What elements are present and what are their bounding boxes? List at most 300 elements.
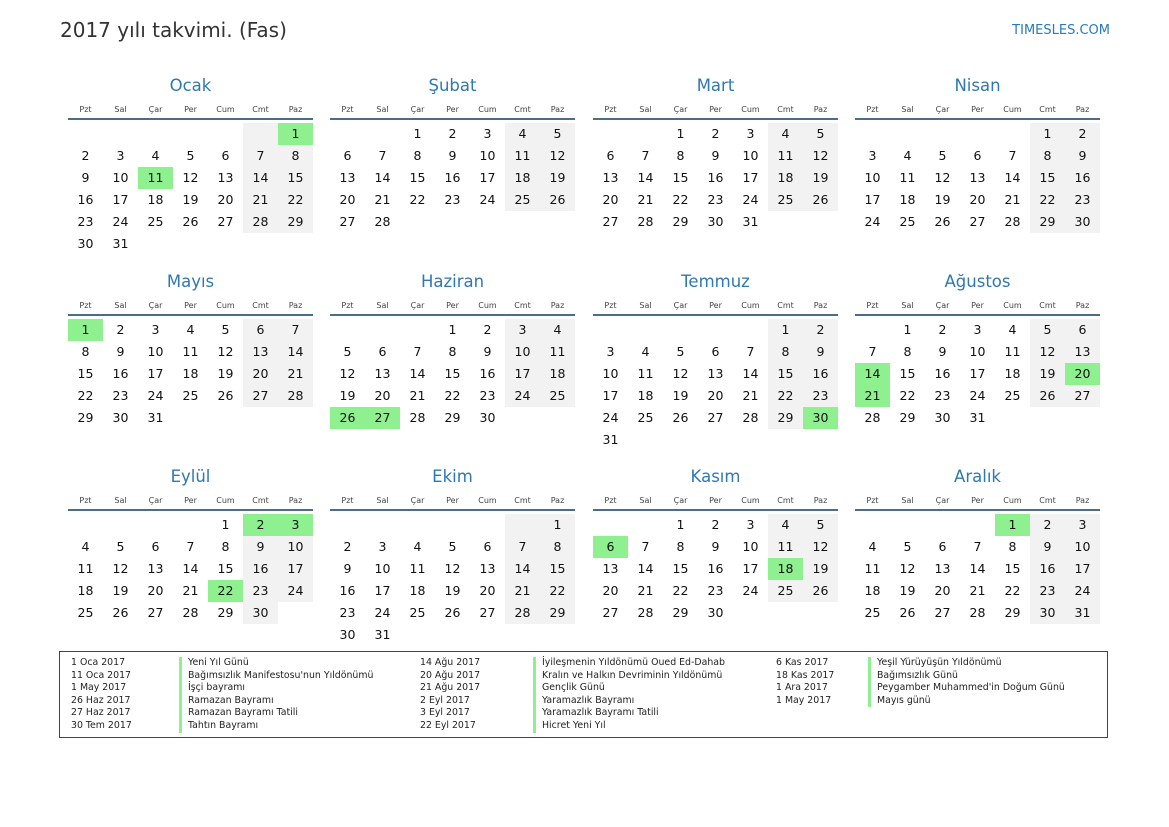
day-cell: 24 [969,388,986,403]
day-cell: 5 [540,123,575,145]
day-cell: 7 [505,536,540,558]
day-cell: 4 [641,344,650,359]
day-cell: 23 [1030,580,1065,602]
day-cell: 20 [243,363,278,385]
weekday-label: Cum [1003,105,1022,114]
day-cell: 8 [1008,539,1017,554]
day-cell: 9 [243,536,278,558]
day-cell: 15 [444,366,461,381]
day-cell: 4 [903,148,912,163]
day-cell: 11 [182,344,199,359]
day-cell: 17 [505,363,540,385]
day-cell: 24 [505,385,540,407]
holiday-day: 1 [68,319,103,341]
day-cell: 23 [934,388,951,403]
day-cell: 28 [182,605,199,620]
day-cell: 22 [1030,189,1065,211]
day-cell: 28 [374,214,391,229]
weekday-label: Pzt [604,105,617,114]
day-cell: 2 [1030,514,1065,536]
day-cell: 16 [444,170,461,185]
day-cell: 7 [278,319,313,341]
day-cell: 20 [479,583,496,598]
day-cell: 31 [112,236,129,251]
day-cell: 23 [479,388,496,403]
weekday-label: Per [184,105,197,114]
day-cell: 13 [217,170,234,185]
weekday-label: Pzt [79,301,92,310]
weekday-label: Çar [673,301,688,310]
day-cell: 17 [1065,558,1100,580]
day-cell: 17 [374,583,391,598]
site-link[interactable]: TIMESLES.COM [1012,23,1110,38]
weekday-label: Çar [673,105,688,114]
day-cell: 8 [540,536,575,558]
day-cell: 5 [116,539,125,554]
weekday-label: Per [446,496,459,505]
day-cell: 31 [1065,602,1100,624]
weekday-header [855,103,1100,117]
day-cell: 2 [483,322,492,337]
day-cell: 29 [1004,605,1021,620]
day-cell: 12 [112,561,129,576]
day-cell: 15 [217,561,234,576]
day-cell: 7 [243,145,278,167]
day-cell: 12 [217,344,234,359]
day-cell: 29 [540,602,575,624]
day-cell: 24 [112,214,129,229]
day-cell: 12 [803,145,838,167]
day-cell: 4 [81,539,90,554]
weekend-blank [505,514,540,536]
weekday-label: Cmt [777,105,794,114]
day-cell: 15 [1030,167,1065,189]
day-cell: 14 [243,167,278,189]
weekday-label: Pzt [866,496,879,505]
weekday-label: Sal [376,301,389,310]
day-cell: 17 [112,192,129,207]
day-cell: 30 [77,236,94,251]
day-cell: 27 [934,605,951,620]
month-name: Haziran [420,272,485,291]
weekday-label: Çar [410,105,425,114]
day-cell: 4 [540,319,575,341]
weekday-label: Pzt [341,301,354,310]
weekday-label: Per [709,301,722,310]
day-cell: 4 [768,123,803,145]
day-cell: 26 [540,189,575,211]
day-cell: 6 [973,148,982,163]
day-cell: 13 [1065,341,1100,363]
weekday-label: Çar [148,496,163,505]
day-cell: 2 [711,126,720,141]
day-cell: 28 [637,214,654,229]
day-cell: 27 [339,214,356,229]
day-cell: 5 [221,322,230,337]
day-cell: 22 [540,580,575,602]
day-cell: 18 [864,583,881,598]
day-cell: 23 [243,580,278,602]
holiday-name: Kralın ve Halkın Devriminin Yıldönümü [542,669,723,681]
day-grid [330,514,575,646]
day-cell: 20 [602,192,619,207]
day-cell: 9 [343,561,352,576]
day-cell: 19 [899,583,916,598]
day-cell: 21 [969,583,986,598]
weekday-label: Paz [550,301,565,310]
weekday-label: Çar [410,496,425,505]
day-cell: 24 [864,214,881,229]
day-cell: 31 [969,410,986,425]
holiday-name: Tahtın Bayramı [188,719,259,731]
day-cell: 28 [409,410,426,425]
day-cell: 15 [409,170,426,185]
day-cell: 25 [1004,388,1021,403]
day-cell: 24 [742,583,759,598]
weekday-label: Cum [478,301,497,310]
day-cell: 3 [746,517,755,532]
day-cell: 9 [81,170,90,185]
day-cell: 21 [374,192,391,207]
weekday-label: Cmt [514,496,531,505]
day-cell: 3 [151,322,160,337]
holiday-name: İyileşmenin Yıldönümü Oued Ed-Dahab [542,657,725,668]
day-cell: 2 [81,148,90,163]
weekday-header [593,103,838,117]
month-name: Temmuz [681,272,750,291]
day-cell: 20 [602,583,619,598]
holiday-name: Yaramazlık Bayramı Tatili [542,707,659,719]
day-cell: 21 [637,192,654,207]
month-name: Ekim [432,467,473,486]
weekday-header [330,494,575,508]
weekday-label: Çar [935,105,950,114]
day-cell: 8 [413,148,422,163]
day-cell: 18 [147,192,164,207]
day-cell: 27 [243,385,278,407]
day-cell: 27 [1065,385,1100,407]
weekday-label: Cmt [252,301,269,310]
holiday-name: Yaramazlık Bayramı [542,694,635,706]
day-cell: 14 [1004,170,1021,185]
day-cell: 17 [147,366,164,381]
day-cell: 12 [899,561,916,576]
day-grid [855,123,1100,255]
day-cell: 22 [1004,583,1021,598]
day-cell: 14 [182,561,199,576]
day-cell: 22 [409,192,426,207]
day-cell: 12 [934,170,951,185]
day-cell: 18 [768,167,803,189]
holiday-day: 6 [593,536,628,558]
day-cell: 11 [505,145,540,167]
day-cell: 13 [602,561,619,576]
header-divider [68,314,313,316]
day-cell: 1 [768,319,803,341]
day-cell: 17 [278,558,313,580]
day-cell: 30 [707,214,724,229]
holiday-names-column [179,657,373,733]
day-cell: 13 [969,170,986,185]
weekday-label: Pzt [604,301,617,310]
day-cell: 11 [899,170,916,185]
holiday-date: 2 Eyl 2017 [420,694,470,706]
day-cell: 11 [768,536,803,558]
holiday-dates-column [420,657,480,733]
day-cell: 5 [448,539,457,554]
day-cell: 13 [479,561,496,576]
weekday-header [330,299,575,313]
day-cell: 4 [1008,322,1017,337]
day-cell: 19 [112,583,129,598]
day-cell: 8 [676,148,685,163]
header-divider [593,118,838,120]
weekday-label: Cum [741,105,760,114]
day-cell: 13 [147,561,164,576]
weekday-label: Cum [478,496,497,505]
holiday-date: 22 Eyl 2017 [420,719,476,731]
day-cell: 26 [112,605,129,620]
day-cell: 28 [637,605,654,620]
day-cell: 30 [934,410,951,425]
holiday-date: 27 Haz 2017 [71,707,131,719]
day-cell: 13 [602,170,619,185]
day-cell: 14 [742,366,759,381]
day-cell: 30 [112,410,129,425]
day-cell: 10 [147,344,164,359]
day-cell: 26 [803,580,838,602]
day-grid [593,319,838,451]
month-name: Eylül [170,467,211,486]
weekday-header [855,299,1100,313]
holiday-name: Yeni Yıl Günü [188,657,249,668]
day-cell: 10 [1065,536,1100,558]
day-cell: 13 [707,366,724,381]
day-cell: 16 [1065,167,1100,189]
day-cell: 22 [444,388,461,403]
day-cell: 10 [969,344,986,359]
header-divider [593,509,838,511]
day-cell: 4 [186,322,195,337]
weekday-label: Sal [639,105,652,114]
weekday-label: Cmt [777,301,794,310]
month-name: Nisan [954,76,1001,95]
day-cell: 15 [768,363,803,385]
day-cell: 14 [278,341,313,363]
day-cell: 1 [676,126,685,141]
day-cell: 30 [707,605,724,620]
weekday-label: Çar [935,496,950,505]
weekday-label: Paz [1075,496,1090,505]
weekday-label: Sal [901,105,914,114]
day-grid [330,123,575,255]
day-cell: 23 [77,214,94,229]
day-cell: 10 [742,148,759,163]
day-cell: 23 [707,583,724,598]
day-cell: 8 [81,344,90,359]
day-cell: 4 [151,148,160,163]
holiday-name: Yeşil Yürüyüşün Yıldönümü [877,657,1002,668]
day-cell: 29 [278,211,313,233]
day-cell: 25 [147,214,164,229]
weekday-label: Paz [1075,301,1090,310]
weekday-label: Sal [114,301,127,310]
day-cell: 29 [77,410,94,425]
day-cell: 7 [868,344,877,359]
holiday-names-column [868,657,1065,707]
weekday-label: Cmt [1039,496,1056,505]
day-cell: 17 [969,366,986,381]
month-name: Şubat [428,76,477,95]
day-cell: 6 [606,148,615,163]
day-cell: 6 [151,539,160,554]
day-cell: 3 [973,322,982,337]
day-cell: 16 [112,366,129,381]
day-cell: 17 [742,561,759,576]
day-cell: 7 [641,539,650,554]
day-cell: 25 [864,605,881,620]
weekday-label: Pzt [79,105,92,114]
weekday-label: Sal [114,105,127,114]
day-cell: 13 [374,366,391,381]
day-grid [855,319,1100,451]
day-cell: 22 [672,583,689,598]
weekday-label: Per [709,105,722,114]
day-cell: 19 [672,388,689,403]
day-cell: 8 [221,539,230,554]
day-cell: 14 [637,561,654,576]
day-cell: 6 [243,319,278,341]
day-cell: 6 [938,539,947,554]
day-cell: 15 [77,366,94,381]
day-cell: 23 [1065,189,1100,211]
month-12 [855,464,1100,646]
holiday-date: 1 Oca 2017 [71,657,126,668]
day-cell: 14 [409,366,426,381]
day-cell: 10 [742,539,759,554]
day-cell: 16 [479,366,496,381]
day-cell: 31 [742,214,759,229]
day-cell: 21 [409,388,426,403]
month-5 [68,269,313,451]
day-cell: 26 [182,214,199,229]
day-cell: 15 [672,170,689,185]
day-cell: 20 [217,192,234,207]
weekday-header [593,299,838,313]
weekday-header [68,494,313,508]
month-name: Ağustos [944,272,1011,291]
day-cell: 21 [1004,192,1021,207]
day-cell: 19 [444,583,461,598]
holiday-date: 3 Eyl 2017 [420,707,470,719]
day-cell: 13 [243,341,278,363]
day-cell: 14 [374,170,391,185]
holiday-date: 14 Ağu 2017 [420,657,481,668]
day-cell: 16 [803,363,838,385]
day-cell: 8 [768,341,803,363]
weekday-label: Paz [813,105,828,114]
weekday-label: Per [971,105,984,114]
weekday-label: Sal [639,496,652,505]
holiday-day: 1 [278,123,313,145]
holiday-day: 3 [278,514,313,536]
day-cell: 21 [742,388,759,403]
holiday-date: 1 May 2017 [71,682,127,694]
month-6 [330,269,575,451]
weekday-label: Sal [114,496,127,505]
day-cell: 2 [448,126,457,141]
month-3 [593,73,838,255]
day-cell: 9 [711,539,720,554]
day-cell: 29 [899,410,916,425]
holiday-name: Hicret Yeni Yıl [542,719,606,731]
day-cell: 17 [479,170,496,185]
day-cell: 9 [938,344,947,359]
weekday-label: Çar [148,105,163,114]
month-2 [330,73,575,255]
day-cell: 27 [479,605,496,620]
day-cell: 29 [672,214,689,229]
day-cell: 24 [147,388,164,403]
day-cell: 18 [637,388,654,403]
day-grid [68,319,313,451]
day-cell: 30 [339,627,356,642]
day-cell: 8 [278,145,313,167]
weekday-label: Paz [288,105,303,114]
holiday-name: Mayıs günü [877,694,931,706]
weekday-label: Pzt [866,105,879,114]
holiday-day: 2 [243,514,278,536]
weekday-label: Cmt [1039,301,1056,310]
day-cell: 19 [1030,363,1065,385]
day-cell: 27 [969,214,986,229]
day-cell: 19 [803,558,838,580]
weekday-label: Paz [813,301,828,310]
weekday-label: Cum [478,105,497,114]
day-cell: 8 [903,344,912,359]
day-cell: 26 [899,605,916,620]
day-cell: 16 [339,583,356,598]
day-cell: 3 [483,126,492,141]
day-cell: 28 [278,385,313,407]
weekday-label: Pzt [866,301,879,310]
day-cell: 7 [746,344,755,359]
day-cell: 9 [711,148,720,163]
day-cell: 27 [217,214,234,229]
day-cell: 25 [77,605,94,620]
weekday-label: Per [971,496,984,505]
holiday-date: 21 Ağu 2017 [420,682,481,694]
weekday-label: Cum [216,105,235,114]
day-cell: 9 [483,344,492,359]
day-cell: 28 [969,605,986,620]
day-cell: 26 [444,605,461,620]
day-cell: 31 [374,627,391,642]
day-cell: 24 [374,605,391,620]
day-cell: 3 [1065,514,1100,536]
holiday-date: 1 Ara 2017 [776,682,828,694]
day-cell: 10 [864,170,881,185]
weekday-label: Cmt [514,301,531,310]
month-9 [68,464,313,646]
weekday-label: Cmt [777,496,794,505]
day-cell: 25 [899,214,916,229]
weekday-label: Çar [410,301,425,310]
holiday-dates-column [71,657,132,733]
weekday-label: Pzt [604,496,617,505]
day-cell: 15 [540,558,575,580]
day-cell: 23 [803,385,838,407]
